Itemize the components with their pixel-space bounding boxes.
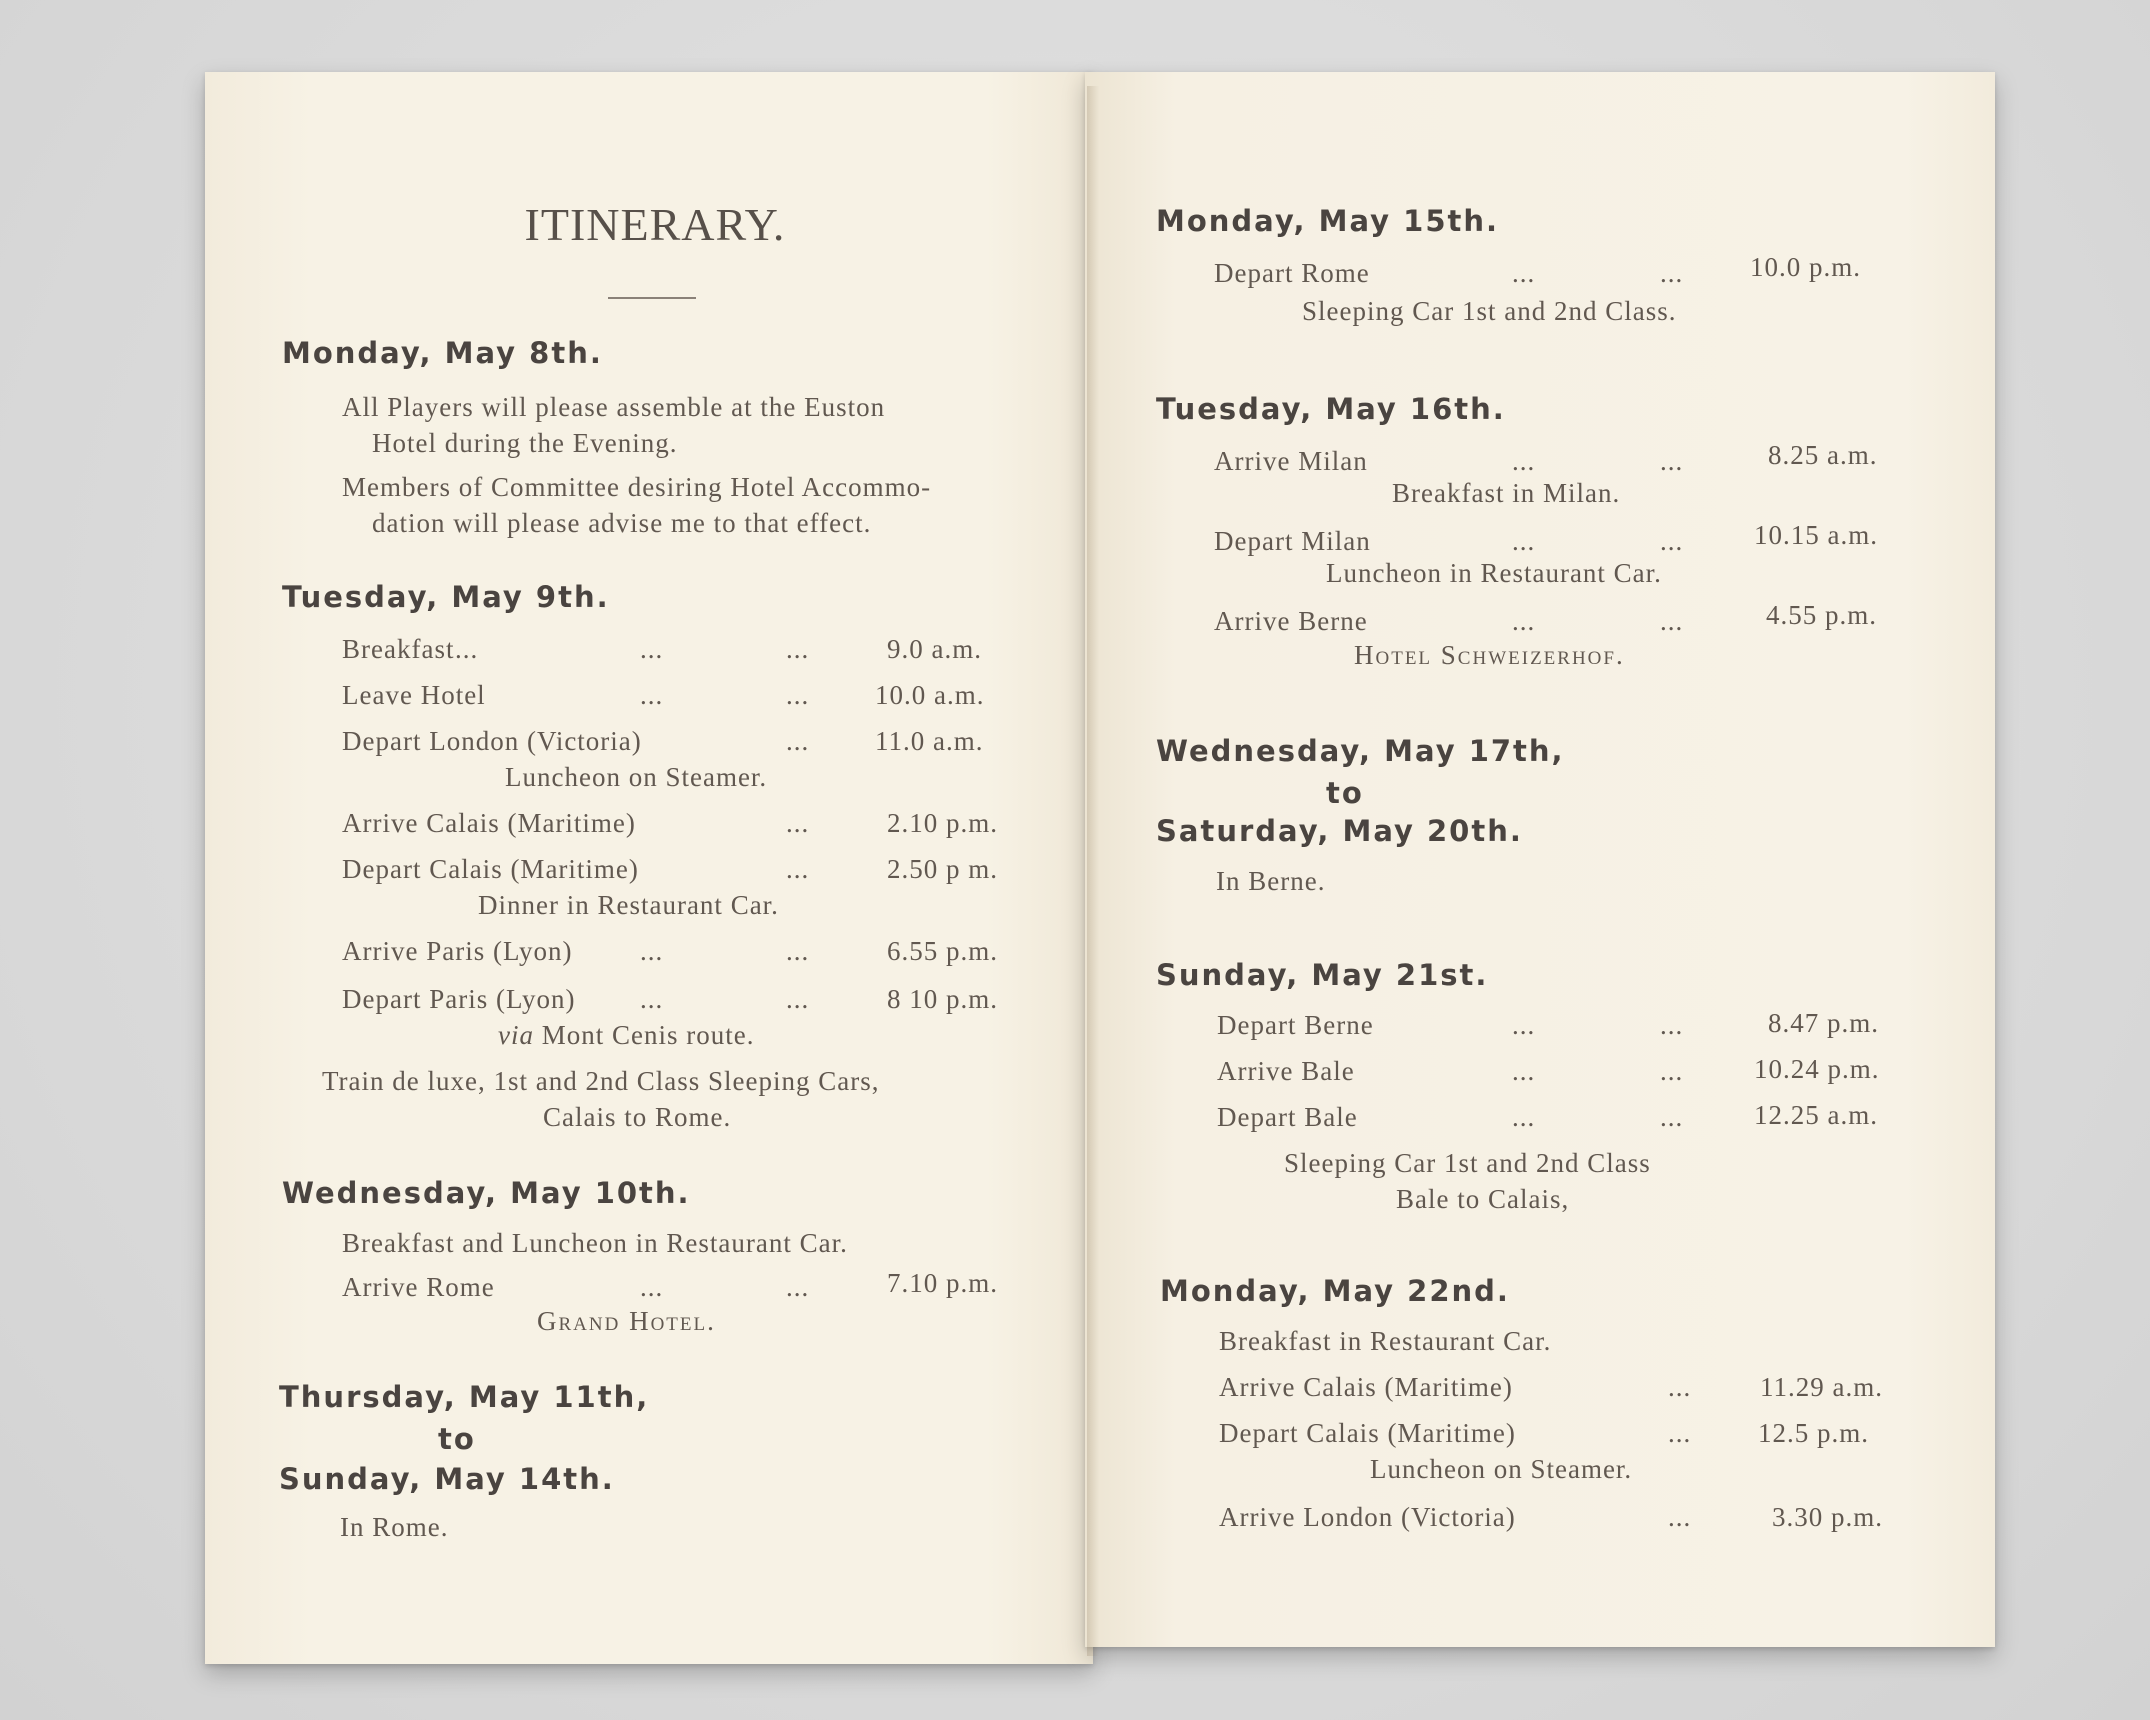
text-line: Breakfast and Luncheon in Restaurant Car.	[342, 1228, 848, 1258]
day-heading-to: to	[438, 1422, 476, 1456]
day-heading-may-8: Monday, May 8th.	[282, 336, 603, 370]
row-label: Depart Paris (Lyon)	[342, 984, 576, 1014]
row-dots: ...	[786, 984, 810, 1014]
route-text: Mont Cenis route.	[534, 1020, 755, 1050]
row-time: 11.0 a.m.	[875, 726, 984, 756]
row-note	[498, 1020, 755, 1051]
row-dots: ...	[1512, 258, 1536, 288]
itinerary-title: ITINERARY.	[524, 199, 786, 250]
row-dots: ...	[640, 680, 664, 710]
row-dots: ...	[1660, 446, 1684, 476]
row-dots: ...	[1512, 526, 1536, 556]
row-dots: ...	[1512, 446, 1536, 476]
day-heading-may-21: Sunday, May 21st.	[1156, 958, 1489, 992]
hotel-name: Grand Hotel.	[537, 1306, 716, 1336]
row-note: Bale to Calais,	[1396, 1184, 1570, 1214]
row-dots: ...	[786, 808, 810, 838]
row-dots: ...	[786, 936, 810, 966]
row-label: Arrive London (Victoria)	[1219, 1502, 1516, 1532]
row-note: Dinner in Restaurant Car.	[478, 890, 779, 920]
row-note: Sleeping Car 1st and 2nd Class.	[1302, 296, 1677, 326]
row-time: 2.10 p.m.	[887, 808, 999, 838]
row-dots: ...	[1660, 526, 1684, 556]
row-label: Arrive Calais (Maritime)	[1219, 1372, 1513, 1402]
row-dots: ...	[1660, 1056, 1684, 1086]
row-dots: ...	[640, 634, 664, 664]
text-line: Hotel during the Evening.	[372, 428, 678, 458]
row-label: Arrive Calais (Maritime)	[342, 808, 636, 838]
text-line: Train de luxe, 1st and 2nd Class Sleeping Cars,	[322, 1066, 880, 1096]
text-line: All Players will please assemble at the Euston	[342, 392, 886, 422]
row-dots: ...	[786, 854, 810, 884]
text-line: In Berne.	[1216, 866, 1326, 896]
row-label: Depart Calais (Maritime)	[1219, 1418, 1516, 1448]
row-label: Depart Bale	[1217, 1102, 1358, 1132]
row-label: Arrive Berne	[1214, 606, 1368, 636]
row-note: Breakfast in Milan.	[1392, 478, 1621, 508]
row-dots: ...	[1512, 606, 1536, 636]
row-dots: ...	[1668, 1502, 1692, 1532]
day-heading-to: to	[1326, 776, 1364, 810]
row-label: Depart Rome	[1214, 258, 1370, 288]
row-time: 3.30 p.m.	[1772, 1502, 1884, 1532]
text-line: Breakfast in Restaurant Car.	[1219, 1326, 1552, 1356]
text-line: dation will please advise me to that effect.	[372, 508, 872, 538]
day-heading-may-10: Wednesday, May 10th.	[282, 1176, 691, 1210]
row-time: 2.50 p m.	[887, 854, 999, 884]
row-dots: ...	[1668, 1372, 1692, 1402]
row-time: 10.15 a.m.	[1754, 520, 1878, 550]
row-dots: ...	[786, 634, 810, 664]
row-dots: ...	[786, 726, 810, 756]
row-note: Luncheon on Steamer.	[1370, 1454, 1633, 1484]
row-dots: ...	[786, 1272, 810, 1302]
hotel-name: Hotel Schweizerhof.	[1354, 640, 1625, 670]
row-label: Depart London (Victoria)	[342, 726, 642, 756]
row-time: 7.10 p.m.	[887, 1268, 999, 1298]
row-time: 8.47 p.m.	[1768, 1008, 1880, 1038]
row-label: Depart Calais (Maritime)	[342, 854, 639, 884]
day-heading-may-20: Saturday, May 20th.	[1156, 814, 1523, 848]
text-line: Members of Committee desiring Hotel Accommo-	[342, 472, 932, 502]
row-dots: ...	[1512, 1010, 1536, 1040]
day-heading-may-9: Tuesday, May 9th.	[282, 580, 610, 614]
row-time: 9.0 a.m.	[887, 634, 982, 664]
row-dots: ...	[640, 1272, 664, 1302]
row-dots: ...	[1668, 1418, 1692, 1448]
row-note: Luncheon on Steamer.	[505, 762, 768, 792]
row-time: 10.0 p.m.	[1750, 252, 1862, 282]
title-rule	[608, 297, 696, 299]
row-label: Arrive Rome	[342, 1272, 495, 1302]
row-note: Luncheon in Restaurant Car.	[1326, 558, 1662, 588]
row-dots: ...	[1512, 1102, 1536, 1132]
day-heading-may-22: Monday, May 22nd.	[1160, 1274, 1510, 1308]
row-time: 12.25 a.m.	[1754, 1100, 1878, 1130]
row-time: 4.55 p.m.	[1766, 600, 1878, 630]
day-heading-may-16: Tuesday, May 16th.	[1156, 392, 1506, 426]
row-time: 10.24 p.m.	[1754, 1054, 1880, 1084]
row-time: 10.0 a.m.	[875, 680, 985, 710]
row-dots: ...	[1660, 1102, 1684, 1132]
text-line: In Rome.	[340, 1512, 449, 1542]
row-note: Sleeping Car 1st and 2nd Class	[1284, 1148, 1651, 1178]
row-label: Leave Hotel	[342, 680, 486, 710]
row-dots: ...	[1660, 258, 1684, 288]
row-time: 11.29 a.m.	[1760, 1372, 1883, 1402]
row-dots: ...	[1660, 1010, 1684, 1040]
row-label: Arrive Milan	[1214, 446, 1368, 476]
row-time: 8.25 a.m.	[1768, 440, 1878, 470]
day-heading-may-15: Monday, May 15th.	[1156, 204, 1500, 238]
row-time: 6.55 p.m.	[887, 936, 999, 966]
row-label: Arrive Bale	[1217, 1056, 1355, 1086]
row-label: Breakfast	[342, 634, 455, 664]
day-heading-may-11: Thursday, May 11th,	[279, 1380, 650, 1414]
row-dots: ...	[455, 634, 479, 664]
row-time: 8 10 p.m.	[887, 984, 999, 1014]
row-dots: ...	[1512, 1056, 1536, 1086]
text-line: Calais to Rome.	[543, 1102, 732, 1132]
via-italic: via	[498, 1020, 534, 1050]
row-time: 12.5 p.m.	[1758, 1418, 1870, 1448]
row-label: Depart Milan	[1214, 526, 1371, 556]
row-dots: ...	[786, 680, 810, 710]
row-dots: ...	[640, 984, 664, 1014]
day-heading-may-14: Sunday, May 14th.	[279, 1462, 615, 1496]
row-label: Arrive Paris (Lyon)	[342, 936, 573, 966]
row-label: Depart Berne	[1217, 1010, 1374, 1040]
row-dots: ...	[640, 936, 664, 966]
day-heading-may-17: Wednesday, May 17th,	[1156, 734, 1565, 768]
book-gutter	[1087, 86, 1099, 1656]
row-dots: ...	[1660, 606, 1684, 636]
